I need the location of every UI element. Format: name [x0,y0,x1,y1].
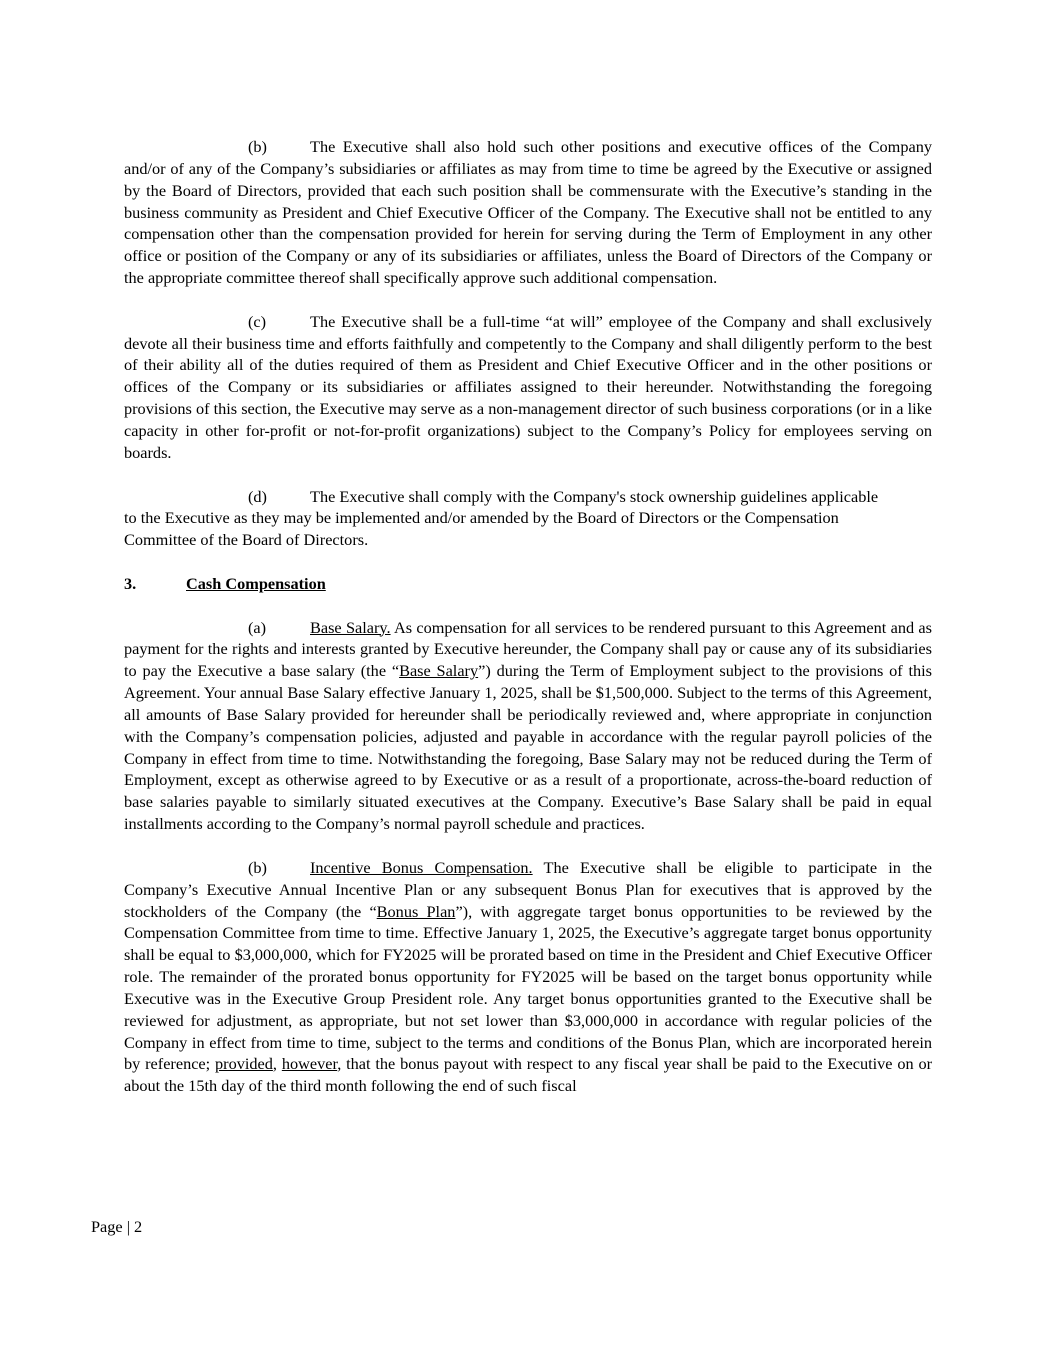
paragraph-label: (b) [248,857,267,877]
paragraph-text: The Executive shall be a full-time “at will” employee of the Company and shall exclusively devote all their business time and efforts faithfully and competently to the Company and shall diligently perform to the best of their ability all of the duties required of them as President and Chief Executive Officer and in the other positions or offices of the Company or its subsidiaries or affiliates assigned to their hereunder. Notwithstanding the foregoing provisions of this section, the Executive may serve as a non-management director of such business corporations (or in a like capacity in other for-profit or not-for-profit organizations) subject to the Company’s Policy for employees serving on boards. [124,311,932,462]
paragraph-label: (a) [248,617,267,637]
defined-term: Bonus Plan [376,901,456,921]
paragraph-3a [124,617,932,835]
document-body [124,136,932,1119]
paragraph-text: The Executive shall also hold such other positions and executive offices of the Company and/or of any of the Company’s subsidiaries or affiliates as may from time to time be agreed by the Executive or assigned by the Board of Directors, provided that each such position shall be commensurate with the Executive’s standing in the business community as President and Chief Executive Officer of the Company. The Executive shall not be entitled to any compensation other than the compensation provided for herein for serving during the Term of Employment in any other office or position of the Company or any of its subsidiaries or affiliates, unless the Board of Directors of the Company or the appropriate committee thereof shall specifically approve such additional compensation. [124,137,932,288]
punctuation: , [272,1054,282,1074]
page-number: Page | 2 [91,1217,143,1236]
paragraph-caption: Base Salary. [310,617,391,637]
section-heading [124,573,932,595]
paragraph-2d [124,486,894,552]
paragraph-caption: Incentive Bonus Compensation. [310,857,533,877]
paragraph-text: The Executive shall comply with the Company's stock ownership guidelines applicable to the Executive as they may be implemented and/or amended by the Board of Directors or the Compensation Committee of the Board of Directors. [124,486,879,550]
paragraph-2c [124,311,932,464]
proviso-term: however [281,1054,338,1074]
paragraph-text: ”) during the Term of Employment subject to the provisions of this Agreement. Your annual Base Salary effective January 1, 2025, shall be $1,500,000. Subject to the terms of this Agreement, all amounts of Base Salary provided for hereunder shall be periodically reviewed and, where appropriate in conjunction with the Company’s compensation policies, adjusted and payable in accordance with the regular payroll policies of the Company in effect from time to time. Notwithstanding the foregoing, Base Salary may not be reduced during the Term of Employment, except as otherwise agreed to by Executive or as a result of a proportionate, across-the-board reduction of base salaries payable to similarly situated executives at the Company. Executive’s Base Salary shall be paid in equal installments according to the Company’s normal payroll schedule and practices. [124,661,933,834]
paragraph-2b [124,136,932,289]
paragraph-text: As compensation for all services to be rendered pursuant to this Agreement and as payment for the rights and interests granted by Executive hereunder, the Company shall pay or cause any of its subsidiaries to pay the Executive a base salary (the “ [124,617,932,681]
section-title: Cash Compensation [186,573,326,593]
paragraph-3b [124,857,932,1097]
paragraph-text: The Executive shall be eligible to participate in the Company’s Executive Annual Incentive Plan or any subsequent Bonus Plan for executives that is approved by the stockholders of the Company (the “ [124,857,932,921]
proviso-term: provided [215,1054,273,1074]
paragraph-label: (c) [248,311,267,331]
paragraph-label: (b) [248,137,267,156]
paragraph-text: , that the bonus payout with respect to any fiscal year shall be paid to the Executive on or about the 15th day of the third month following the end of such fiscal [124,1054,933,1096]
paragraph-label: (d) [248,486,267,506]
paragraph-text: ”), with aggregate target bonus opportunities to be reviewed by the Compensation Committee from time to time. Effective January 1, 2025, the Executive’s aggregate target bonus opportunity shall be equal to $3,000,000, which for FY2025 will be prorated based on time in the President and Chief Executive Officer role. The remainder of the prorated bonus opportunity for FY2025 will be based on the target bonus opportunity while Executive was in the Executive Group President role. Any target bonus opportunities granted to the Executive shall be reviewed for adjustment, as appropriate, but not set lower than $3,000,000 in accordance with regular policies of the Company in effect from time to time, subject to the terms and conditions of the Bonus Plan, which are incorporated herein by reference; [124,901,932,1074]
defined-term: Base Salary [399,661,479,681]
section-number: 3. [124,573,137,593]
